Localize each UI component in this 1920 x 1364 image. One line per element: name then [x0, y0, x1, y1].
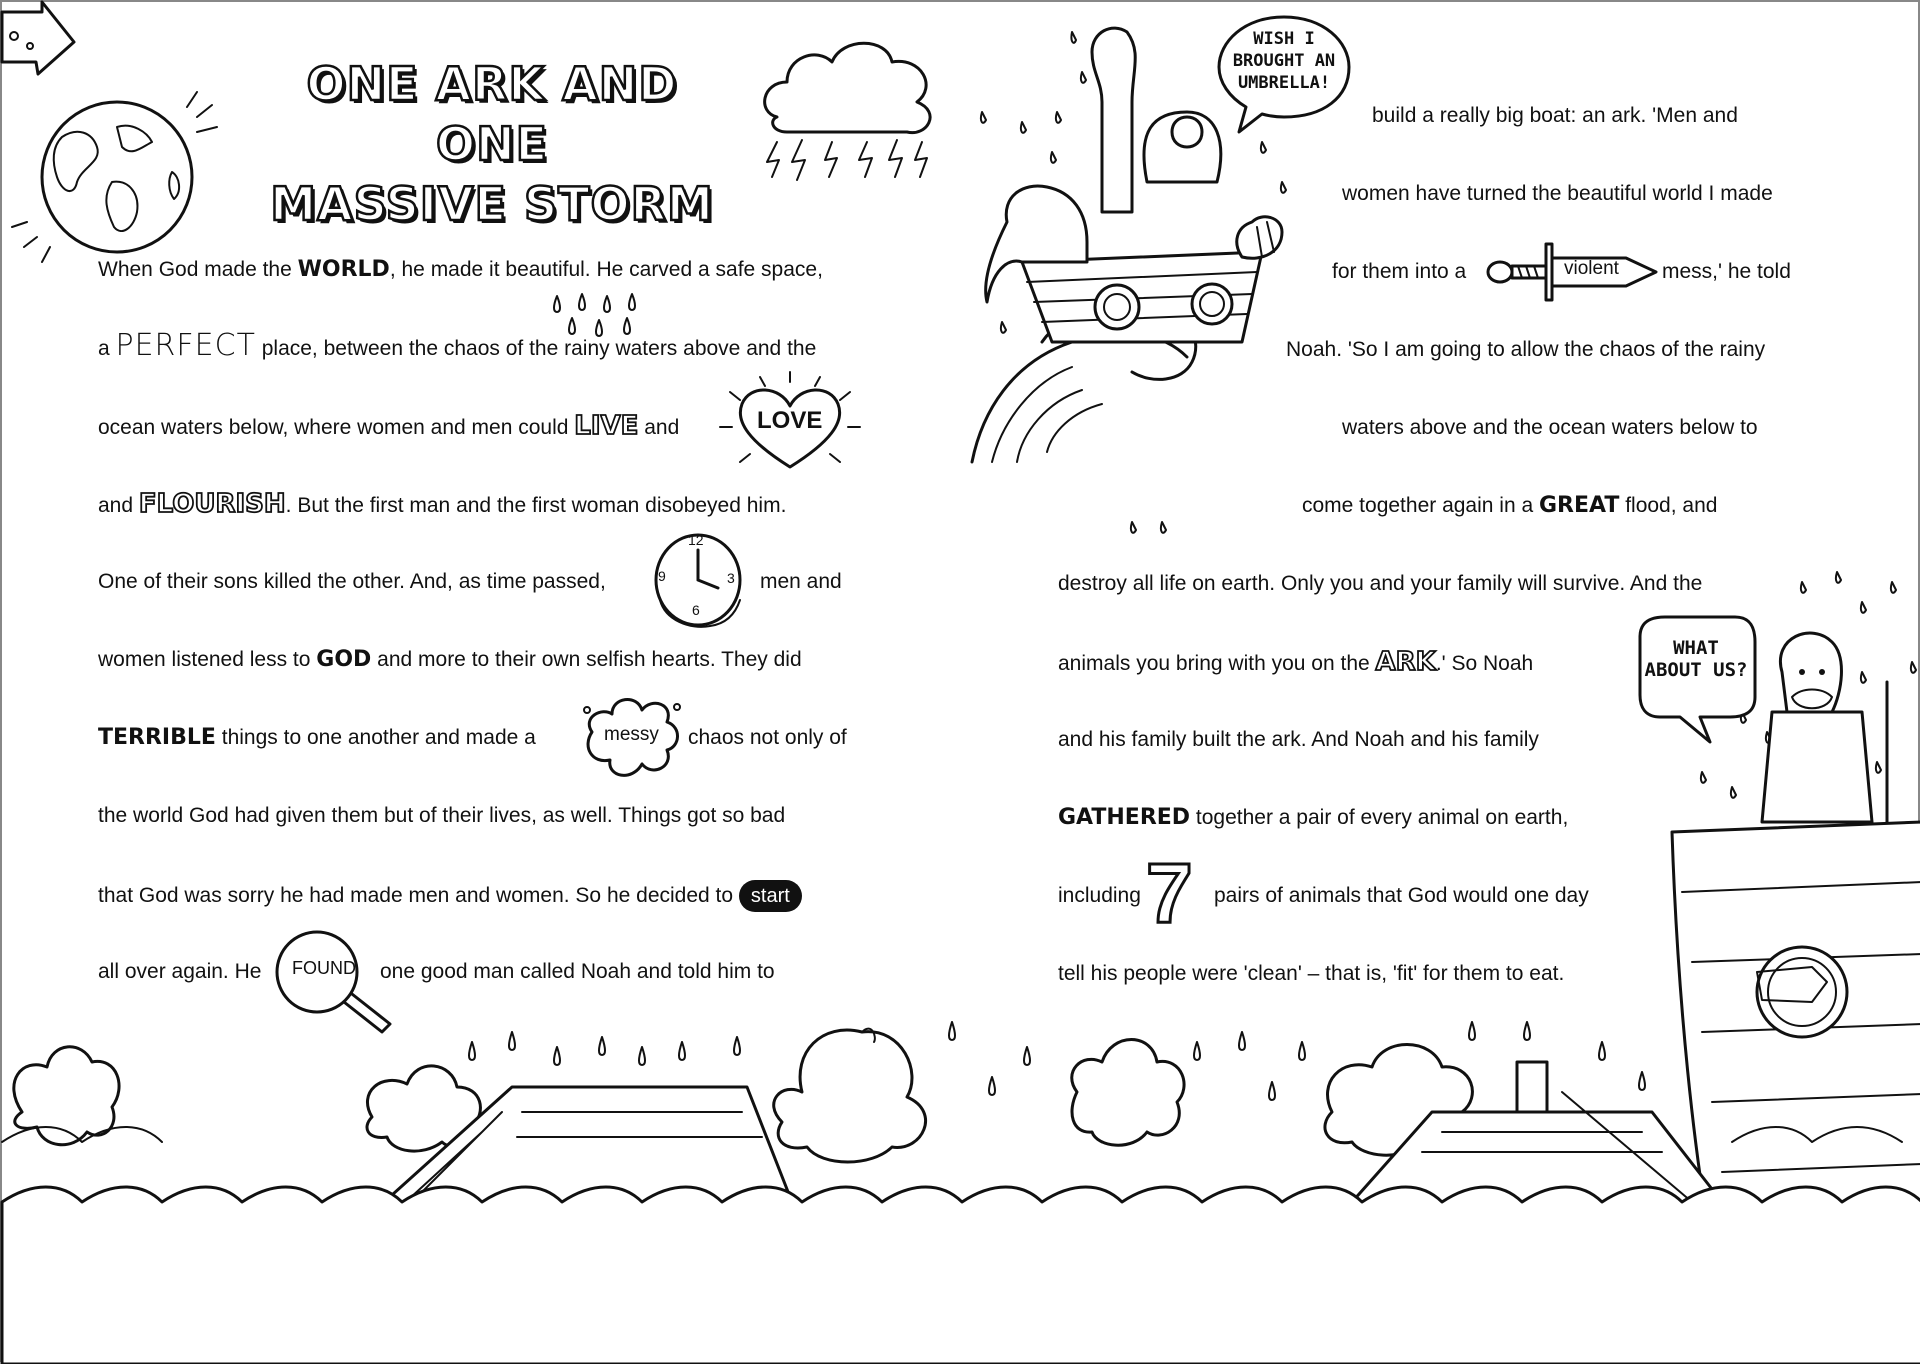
splat-label: messy: [604, 724, 659, 745]
right-line-8: animals you bring with you on the ARK.' So Noah: [1058, 647, 1534, 677]
sword-label: violent: [1564, 258, 1619, 279]
right-line-7: destroy all life on earth. Only you and your family will survive. And the: [1058, 572, 1703, 595]
word-terrible: TERRIBLE: [98, 725, 216, 750]
right-line-10: GATHERED together a pair of every animal on earth,: [1058, 805, 1569, 830]
clock-number-6: 6: [692, 602, 700, 618]
right-line-6: come together again in a GREAT flood, and: [1302, 493, 1718, 518]
flood-scene-illustration: [2, 1002, 1920, 1364]
word-flourish: FLOURISH: [138, 489, 286, 519]
heart-label: LOVE: [757, 407, 823, 434]
right-line-12: tell his people were 'clean' – that is, 'fit' for them to eat.: [1058, 962, 1565, 985]
what-about-us-text: WHAT ABOUT US?: [1644, 637, 1748, 681]
right-line-3b: mess,' he told: [1662, 260, 1791, 283]
word-world: WORLD: [297, 257, 390, 282]
right-line-5: waters above and the ocean waters below to: [1342, 416, 1758, 439]
right-line-11a: including: [1058, 884, 1141, 907]
right-line-2: women have turned the beautiful world I made: [1342, 182, 1773, 205]
umbrella-bubble-text: WISH I BROUGHT AN UMBRELLA!: [1232, 29, 1336, 93]
left-line-7: TERRIBLE things to one another and made a: [98, 725, 536, 750]
arrow-icon: [2, 2, 82, 82]
word-gathered: GATHERED: [1058, 805, 1191, 830]
left-line-6: women listened less to GOD and more to their own selfish hearts. They did: [98, 647, 802, 672]
left-line-1: When God made the WORLD, he made it beautiful. He carved a safe space,: [98, 257, 823, 282]
title-line-1: ONE ARK AND ONE: [306, 57, 678, 171]
left-line-10: all over again. He: [98, 960, 262, 983]
left-line-5b: men and: [760, 570, 842, 593]
clock-number-9: 9: [658, 568, 666, 584]
left-line-3: ocean waters below, where women and men could LIVE and: [98, 411, 680, 441]
word-great: GREAT: [1539, 493, 1620, 518]
page-title: [252, 54, 732, 234]
right-line-1: build a really big boat: an ark. 'Men and: [1372, 104, 1738, 127]
right-line-3a: for them into a: [1332, 260, 1467, 283]
left-line-9: that God was sorry he had made men and women. So he decided to start: [98, 880, 802, 912]
seven-numeral: 7: [1146, 846, 1193, 940]
clock-number-12: 12: [688, 532, 704, 548]
word-god: GOD: [316, 647, 372, 672]
right-line-9: and his family built the ark. And Noah and his family: [1058, 728, 1539, 751]
magnifier-label: FOUND: [292, 958, 356, 978]
word-ark: ARK: [1375, 647, 1436, 677]
word-live: LIVE: [574, 411, 639, 441]
start-pill: start: [739, 880, 802, 912]
left-line-4: and FLOURISH. But the first man and the first woman disobeyed him.: [98, 489, 787, 519]
raindrops-icon: [547, 294, 657, 344]
right-line-11b: pairs of animals that God would one day: [1214, 884, 1589, 907]
title-line-2: MASSIVE STORM: [270, 177, 714, 231]
clock-number-3: 3: [727, 570, 735, 586]
left-line-2: a PERFECT place, between the chaos of the rainy waters above and the: [98, 328, 817, 363]
left-line-5: One of their sons killed the other. And, as time passed,: [98, 570, 606, 593]
right-line-4: Noah. 'So I am going to allow the chaos of the rainy: [1286, 338, 1766, 361]
word-perfect: PERFECT: [115, 328, 256, 363]
left-line-8: the world God had given them but of their lives, as well. Things got so bad: [98, 804, 786, 827]
left-line-10b: one good man called Noah and told him to: [380, 960, 775, 983]
storm-cloud-icon: [757, 32, 947, 172]
left-line-7c: chaos not only of: [688, 726, 847, 749]
